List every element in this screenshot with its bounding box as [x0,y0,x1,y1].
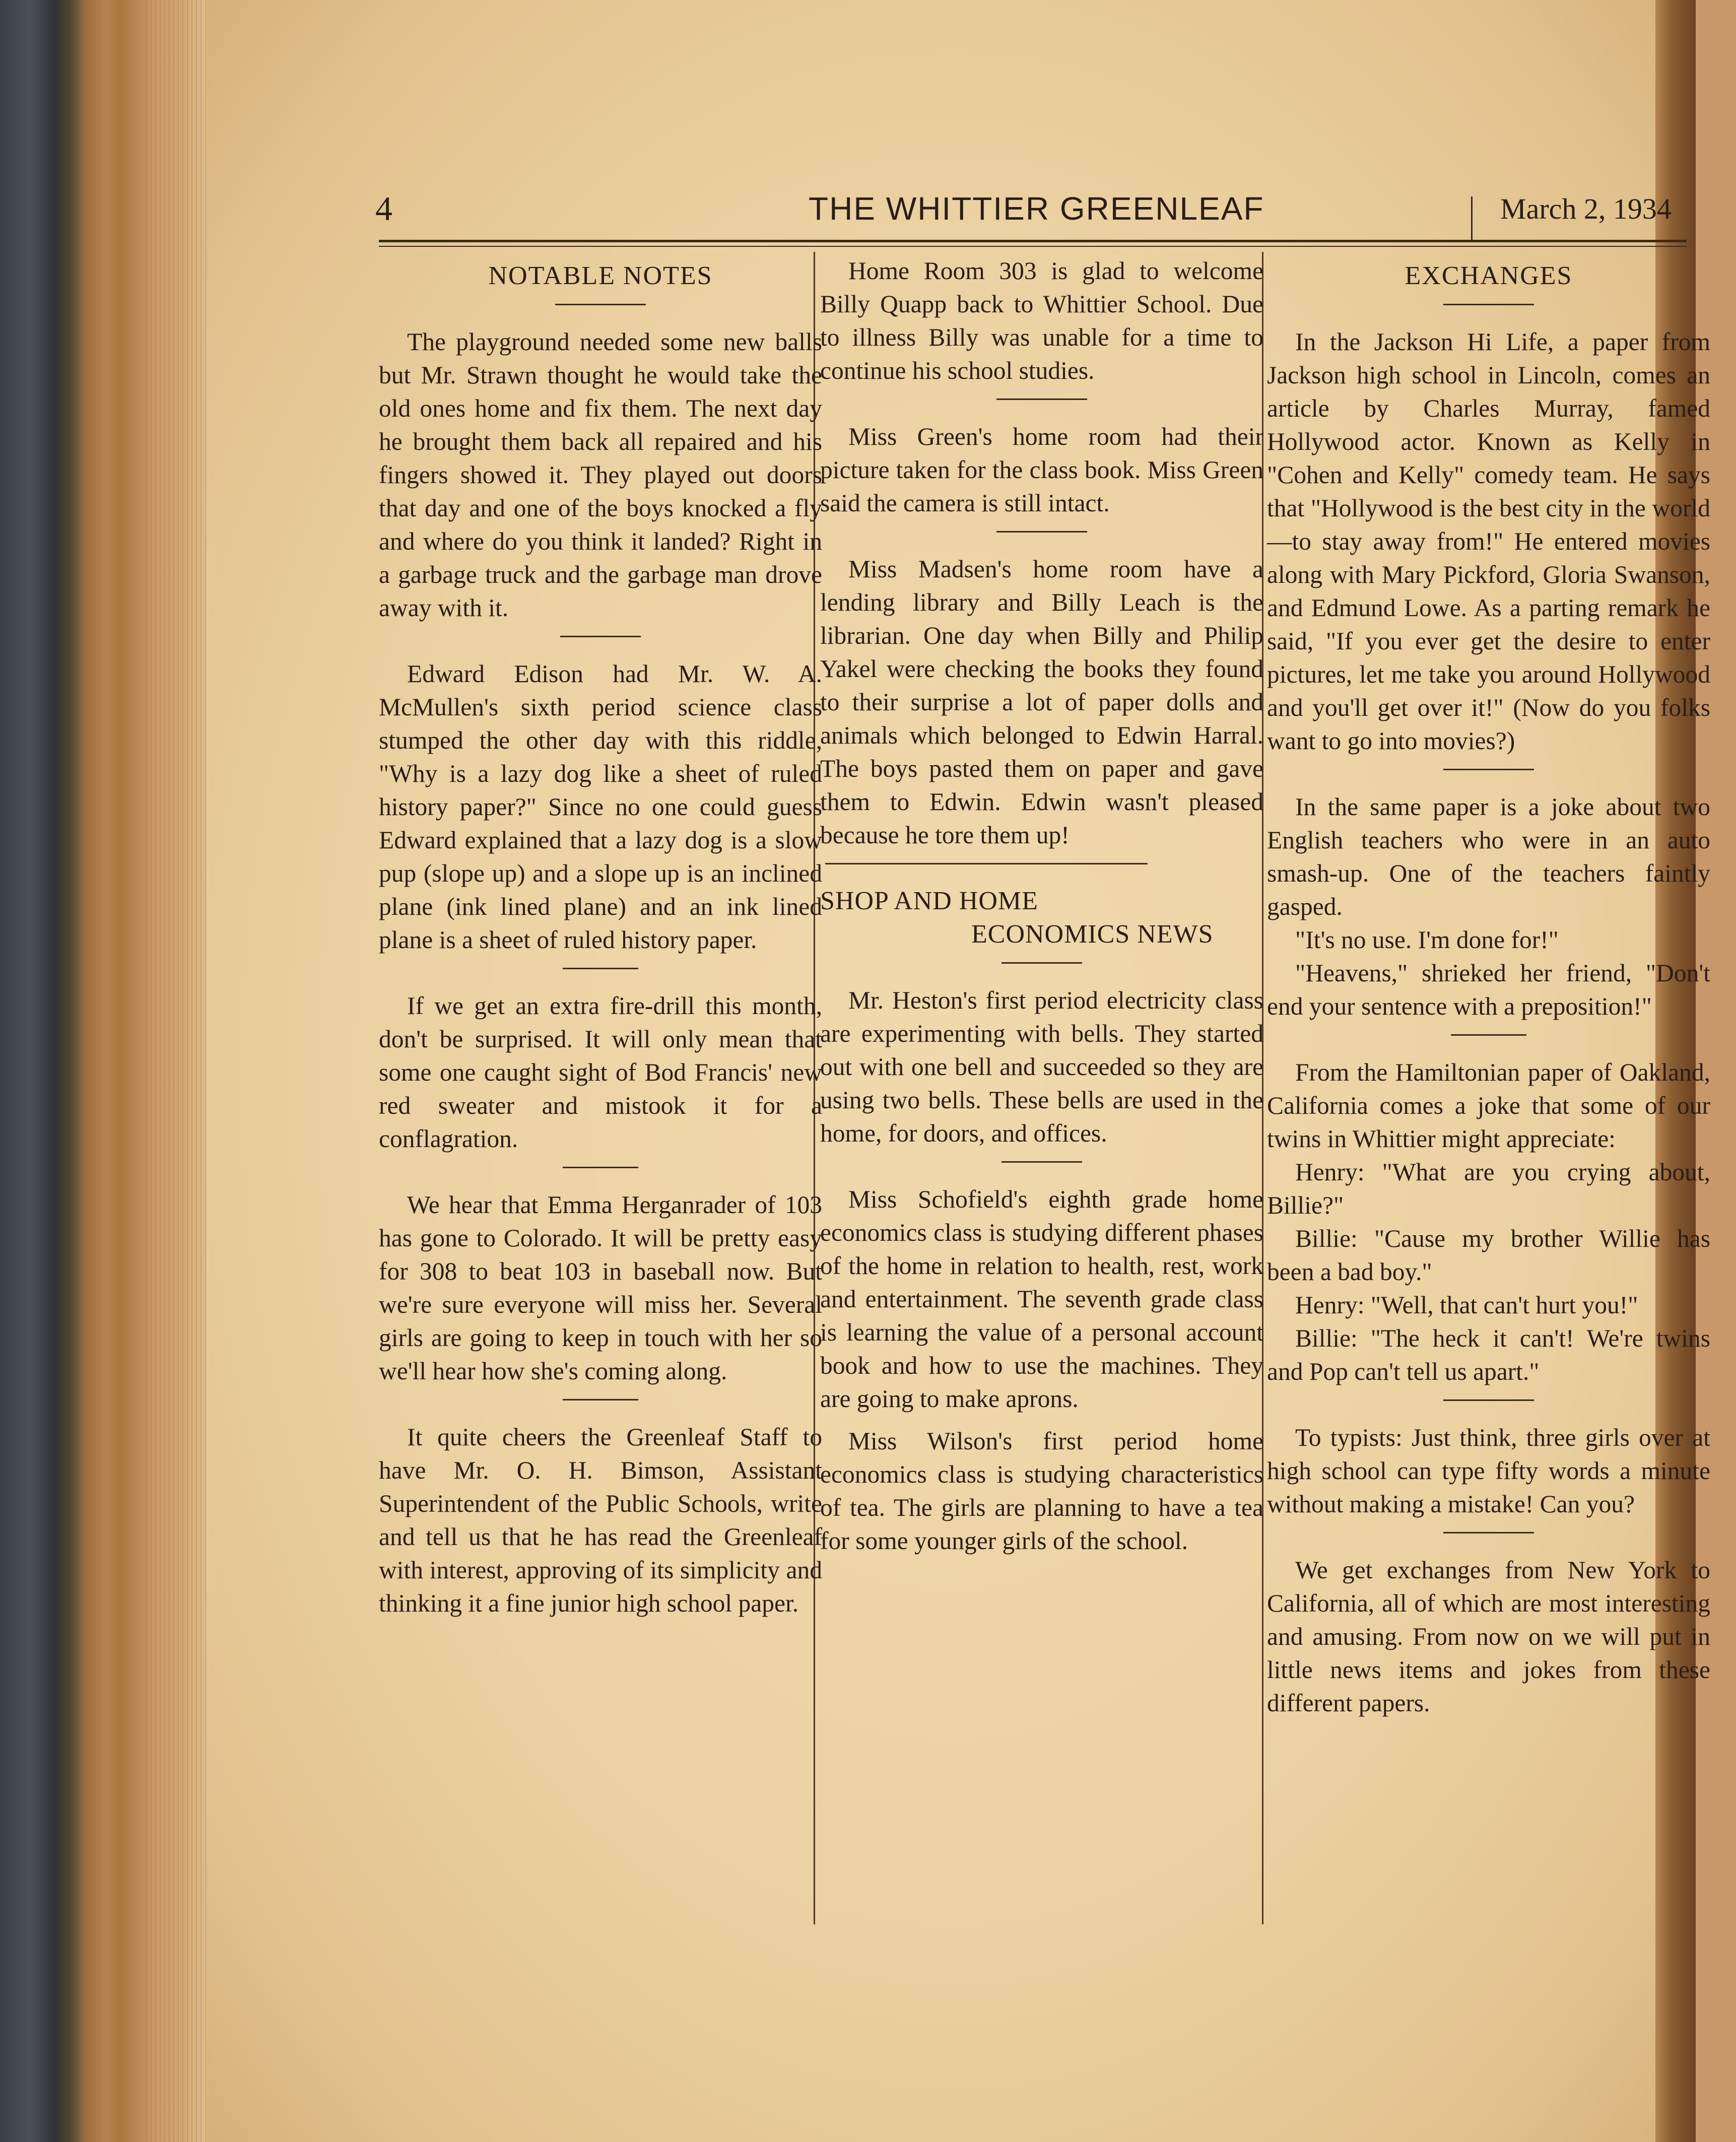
article-paragraph: In the same paper is a joke about two English teachers who were in an auto smash-up. One of the teachers faintly gasped. [1267,793,1710,920]
separator [1443,1399,1534,1401]
article-paragraph: The playground needed some new balls but Mr. Strawn thought he would take the old ones home and fix them. The next day he brought them back all repaired and his fingers showed it. They played out doors that day and one of the boys knocked a fly and where do you think it landed? Right in a garbage truck and the garbage man drove away with it. [379,328,822,622]
dialogue-line: Henry: "What are you crying about, Billie?" [1267,1158,1710,1219]
column-exchanges [1267,254,1710,1720]
separator [1443,304,1534,305]
article-paragraph: Miss Wilson's first period home economics class is studying characteristics of tea. The girls are planning to have a tea for some younger girls of the school. [820,1427,1263,1555]
separator [1443,1532,1534,1533]
separator [1443,769,1534,770]
page-header [375,189,1685,234]
page-number: 4 [375,189,392,228]
article-paragraph: In the Jackson Hi Life, a paper from Jackson high school in Lincoln, comes an article by Charles Murray, famed Hollywood actor. Known as Kelly in "Cohen and Kelly" comedy team. He says that "Hollywood is the best city in the world—to stay away from!" He entered movies along with Mary Pickford, Gloria Swanson, and Edmund Lowe. As a parting remark he said, "If you ever get the desire to enter pictures, let me take you around Hollywood and you'll get over it!" (Now do you folks want to go into movies?) [1267,328,1710,755]
article-paragraph: Edward Edison had Mr. W. A. McMullen's sixth period science class stumped the other day with this riddle, "Why is a lazy dog like a sheet of ruled history paper?" Since no one could guess Edward explained that a lazy dog is a slow pup (slope up) and a slope up is an inclined plane (ink lined plane) and an ink lined plane is a sheet of ruled history paper. [379,660,822,954]
separator [563,1167,638,1168]
article-paragraph: From the Hamiltonian paper of Oakland, California comes a joke that some of our twins in Whittier might appreciate: [1267,1058,1710,1153]
article-paragraph: Home Room 303 is glad to welcome Billy Quapp back to Whittier School. Due to illness Billy was unable for a time to continue his school studies. [820,257,1263,384]
separator [996,398,1087,400]
separator [560,636,641,637]
article-paragraph: To typists: Just think, three girls over at high school can type fifty words a minute without making a mistake! Can you? [1267,1424,1710,1518]
separator [1451,1034,1526,1036]
quote-line: "It's no use. I'm done for!" [1295,926,1559,954]
separator [563,1399,638,1400]
masthead-title: THE WHITTIER GREENLEAF [809,190,1264,227]
column-notable-notes [379,254,822,1620]
article-paragraph: Miss Schofield's eighth grade home economics class is studying different phases of the home in relation to health, rest, work and entertainment. The seventh grade class is learning the value of a personal account book and how to use the machines. They are going to make aprons. [820,1185,1263,1413]
section-heading [820,885,1263,951]
separator [555,304,646,305]
separator [1001,962,1082,964]
issue-date: March 2, 1934 [1500,192,1672,225]
header-rule-thin [379,246,1687,247]
separator [825,863,1148,864]
separator [996,531,1087,532]
separator [1001,1161,1082,1163]
article-paragraph: If we get an extra fire-drill this month, don't be surprised. It will only mean that some one caught sight of Bod Francis' new red sweater and mistook it for a conflagration. [379,992,822,1153]
dialogue-line: Billie: "Cause my brother Willie has been a bad boy." [1267,1225,1710,1286]
article-paragraph: Mr. Heston's first period electricity class are experimenting with bells. They started out with one bell and succeeded so they are using two bells. These bells are used in the home, for doors, and offices. [820,986,1263,1147]
article-paragraph: We get exchanges from New York to California, all of which are most interesting and amusing. From now on we will put in little news items and jokes from these different papers. [1267,1556,1710,1717]
column-home-rooms [820,254,1263,1558]
section-heading: NOTABLE NOTES [488,261,713,290]
dialogue-line: Billie: "The heck it can't! We're twins and Pop can't tell us apart." [1267,1324,1710,1385]
separator [563,968,638,969]
section-heading-line: SHOP AND HOME [820,887,1038,915]
section-heading: EXCHANGES [1405,261,1573,290]
article-paragraph: Miss Green's home room had their picture taken for the class book. Miss Green said the camera is still intact. [820,423,1263,517]
book-binding [0,0,83,2142]
section-heading-line: ECONOMICS NEWS [971,920,1214,949]
article-paragraph: It quite cheers the Greenleaf Staff to have Mr. O. H. Bimson, Assistant Superintendent of the Public Schools, write and tell us that he has read the Greenleaf with interest, approving of its simplicity and thinking it a fine junior high school paper. [379,1423,822,1617]
article-paragraph: We hear that Emma Herganrader of 103 has gone to Colorado. It will be pretty easy for 308 to beat 103 in baseball now. But we're sure everyone will miss her. Several girls are going to keep in touch with her so we'll hear how she's coming along. [379,1191,822,1385]
dialogue-line: Henry: "Well, that can't hurt you!" [1295,1291,1638,1319]
article-paragraph: Miss Madsen's home room have a lending library and Billy Leach is the librarian. One day when Billy and Philip Yakel were checking the books they found to their surprise a lot of paper dolls and animals which belonged to Edwin Harral. The boys pasted them on paper and gave them to Edwin. Edwin wasn't pleased because he tore them up! [820,555,1263,849]
header-divider [1471,196,1473,242]
page-edges [146,0,207,2142]
quote-line: "Heavens," shrieked her friend, "Don't end your sentence with a preposition!" [1267,959,1710,1020]
header-rule [379,240,1687,242]
